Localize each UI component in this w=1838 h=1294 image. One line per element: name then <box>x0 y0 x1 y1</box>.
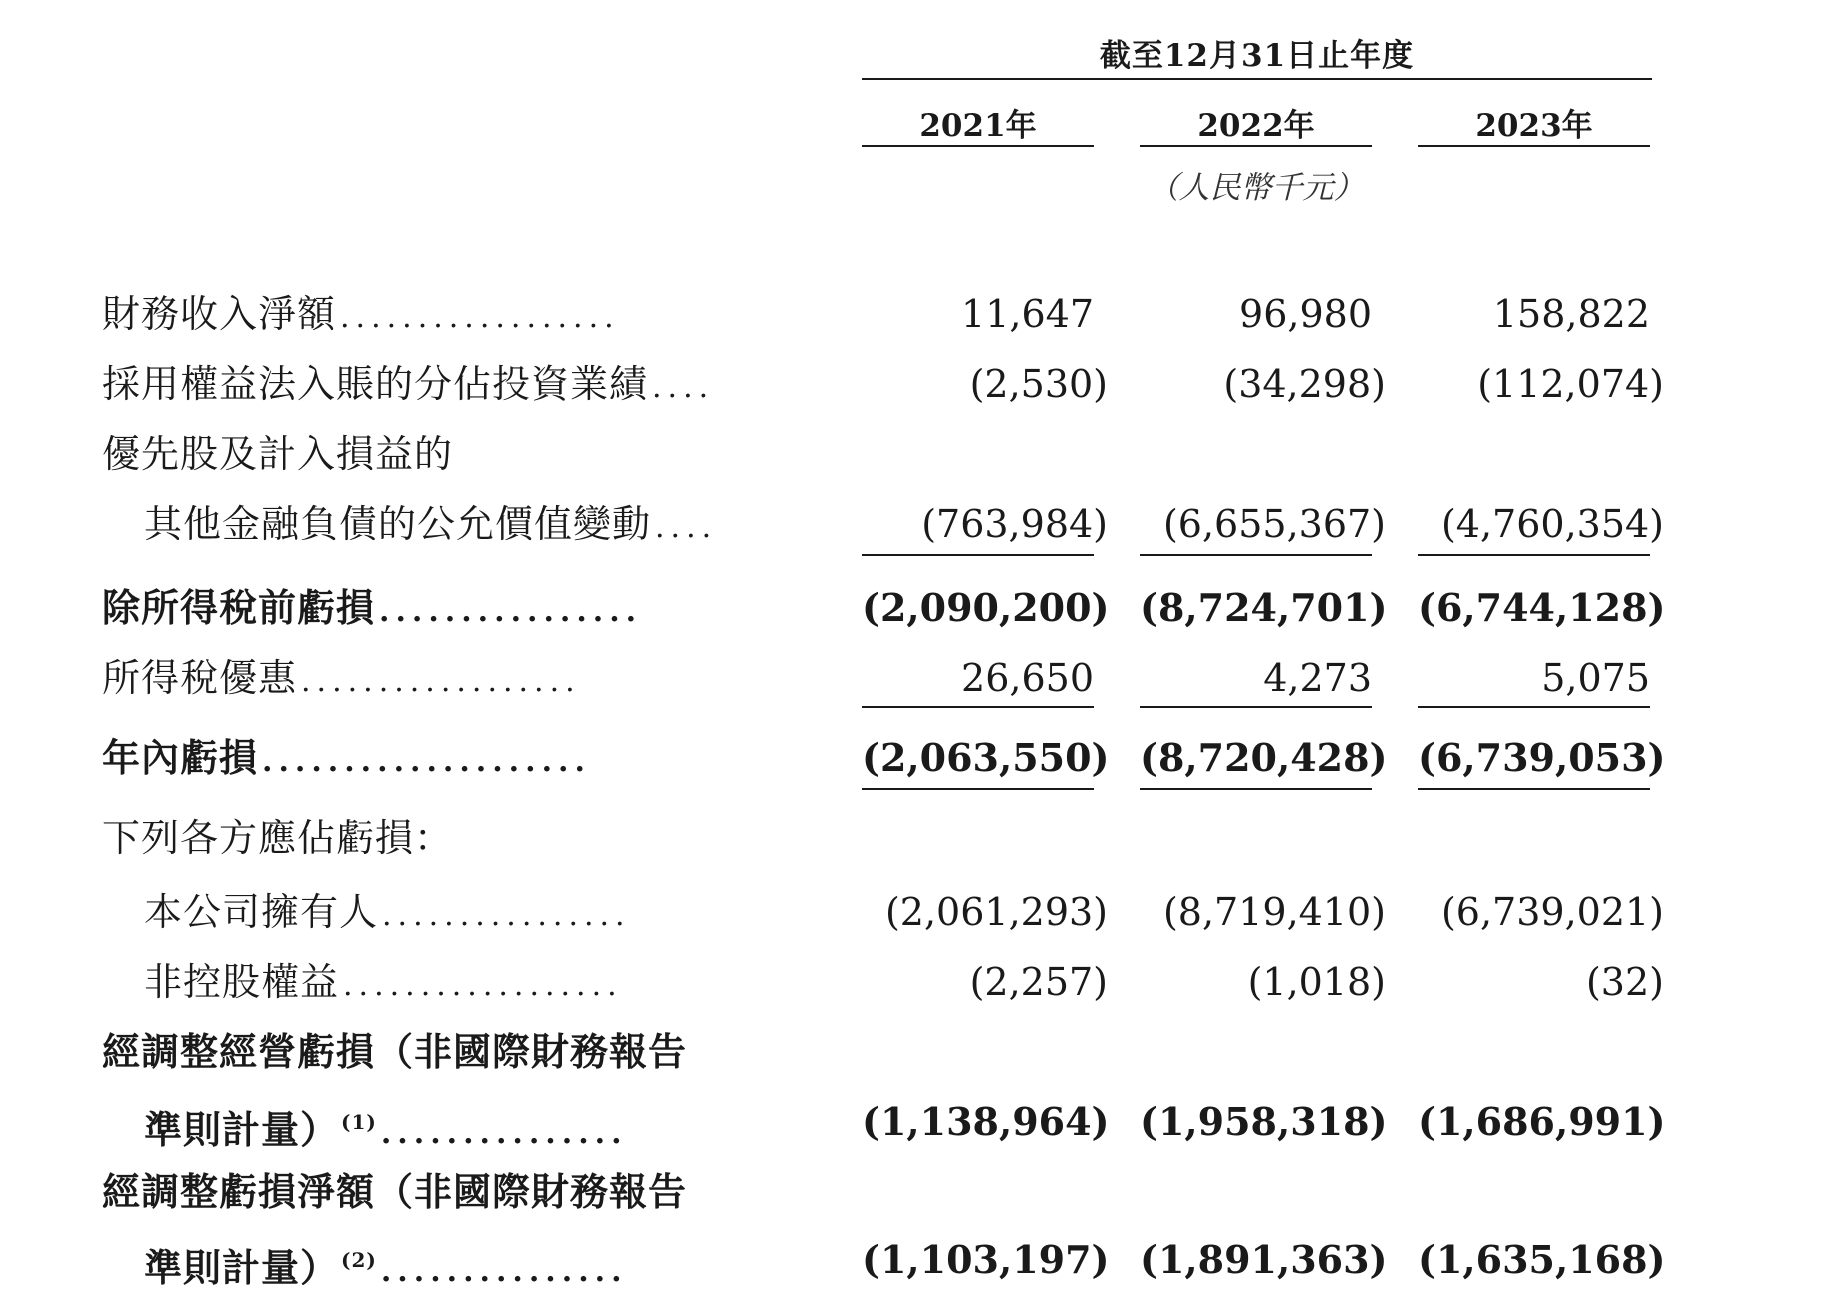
row-label: 經調整經營虧損（非國際財務報告 <box>102 1029 688 1074</box>
value-2021: (2,257) <box>969 960 1108 1004</box>
subtotal-rule <box>862 554 1094 556</box>
row-label: 除所得稅前虧損 ................ <box>102 585 643 630</box>
value-2022: (6,655,367) <box>1162 502 1386 546</box>
value-2021: 26,650 <box>961 656 1094 700</box>
year-header-2021: 2021年 <box>919 108 1037 144</box>
year-underline-2021 <box>862 145 1094 147</box>
row-label: 所得稅優惠 .................. <box>102 656 581 700</box>
period-title: 截至12月31日止年度 <box>1099 38 1415 74</box>
table-row-loss-before-tax <box>0 578 1838 638</box>
table-row-income-tax-credit <box>0 648 1838 708</box>
table-row-adjusted-operating-loss <box>0 1092 1838 1152</box>
value-2021: 11,647 <box>961 292 1094 336</box>
subtotal-rule <box>1418 706 1650 708</box>
value-2021: (2,061,293) <box>884 890 1108 934</box>
row-label: 年內虧損 .................... <box>102 735 591 780</box>
value-2022: (8,720,428) <box>1140 735 1388 780</box>
footnote-marker: (2) <box>341 1248 377 1272</box>
value-2022: 4,273 <box>1263 656 1372 700</box>
table-row-adjusted-net-loss <box>0 1230 1838 1290</box>
value-2022: (8,724,701) <box>1140 585 1388 630</box>
total-rule <box>862 788 1094 790</box>
subtotal-rule <box>1418 554 1650 556</box>
table-row-preferred-shares-heading <box>0 424 1838 484</box>
year-underline-2023 <box>1418 145 1650 147</box>
table-row-attributable-heading <box>0 808 1838 868</box>
value-2021: (2,530) <box>969 362 1108 406</box>
table-row-net-finance-income <box>0 284 1838 344</box>
value-2021: (2,063,550) <box>862 735 1110 780</box>
period-underline <box>862 78 1652 80</box>
value-2022: (8,719,410) <box>1162 890 1386 934</box>
row-label: 其他金融負債的公允價值變動 .... <box>144 502 718 546</box>
value-2021: (1,103,197) <box>862 1237 1110 1282</box>
year-header-2022: 2022年 <box>1197 108 1315 144</box>
value-2023: (6,744,128) <box>1418 585 1666 630</box>
subtotal-rule <box>1140 706 1372 708</box>
value-2023: (32) <box>1585 960 1664 1004</box>
row-label: 準則計量） $^{(2)}$ ............... <box>144 1245 628 1290</box>
row-label: 準則計量） $^{(1)}$ ............... <box>144 1107 628 1152</box>
table-row-adjusted-operating-heading <box>0 1022 1838 1082</box>
value-2022: 96,980 <box>1239 292 1372 336</box>
subtotal-rule <box>1140 554 1372 556</box>
value-2023: 158,822 <box>1492 292 1650 336</box>
row-label: 經調整虧損淨額（非國際財務報告 <box>102 1169 688 1214</box>
value-2023: (6,739,053) <box>1418 735 1666 780</box>
value-2023: (1,635,168) <box>1418 1237 1666 1282</box>
value-2023: (1,686,991) <box>1418 1099 1666 1144</box>
value-2023: (6,739,021) <box>1440 890 1664 934</box>
value-2023: 5,075 <box>1541 656 1650 700</box>
table-row-loss-for-year <box>0 728 1838 788</box>
row-label: 採用權益法入賬的分佔投資業績 .... <box>102 362 715 406</box>
table-row-adjusted-net-heading <box>0 1162 1838 1222</box>
value-2021: (763,984) <box>921 502 1108 546</box>
year-underline-2022 <box>1140 145 1372 147</box>
value-2022: (1,018) <box>1247 960 1386 1004</box>
value-2023: (4,760,354) <box>1440 502 1664 546</box>
value-2022: (1,958,318) <box>1140 1099 1388 1144</box>
row-label: 優先股及計入損益的 <box>102 432 454 476</box>
value-2023: (112,074) <box>1477 362 1664 406</box>
value-2022: (1,891,363) <box>1140 1237 1388 1282</box>
table-row-owners <box>0 882 1838 942</box>
value-2021: (2,090,200) <box>862 585 1110 630</box>
row-label: 財務收入淨額 .................. <box>102 292 620 336</box>
year-header-2023: 2023年 <box>1475 108 1593 144</box>
row-label: 本公司擁有人 ................ <box>144 890 631 934</box>
footnote-marker: (1) <box>341 1110 377 1134</box>
value-2021: (1,138,964) <box>862 1099 1110 1144</box>
total-rule <box>1418 788 1650 790</box>
table-row-fair-value-changes <box>0 494 1838 554</box>
value-2022: (34,298) <box>1223 362 1386 406</box>
row-label: 非控股權益 .................. <box>144 960 623 1004</box>
row-label: 下列各方應佔虧損： <box>102 816 454 860</box>
table-row-non-controlling <box>0 952 1838 1012</box>
total-rule <box>1140 788 1372 790</box>
table-row-share-of-investments <box>0 354 1838 414</box>
currency-unit: （人民幣千元） <box>1147 170 1365 206</box>
subtotal-rule <box>862 706 1094 708</box>
